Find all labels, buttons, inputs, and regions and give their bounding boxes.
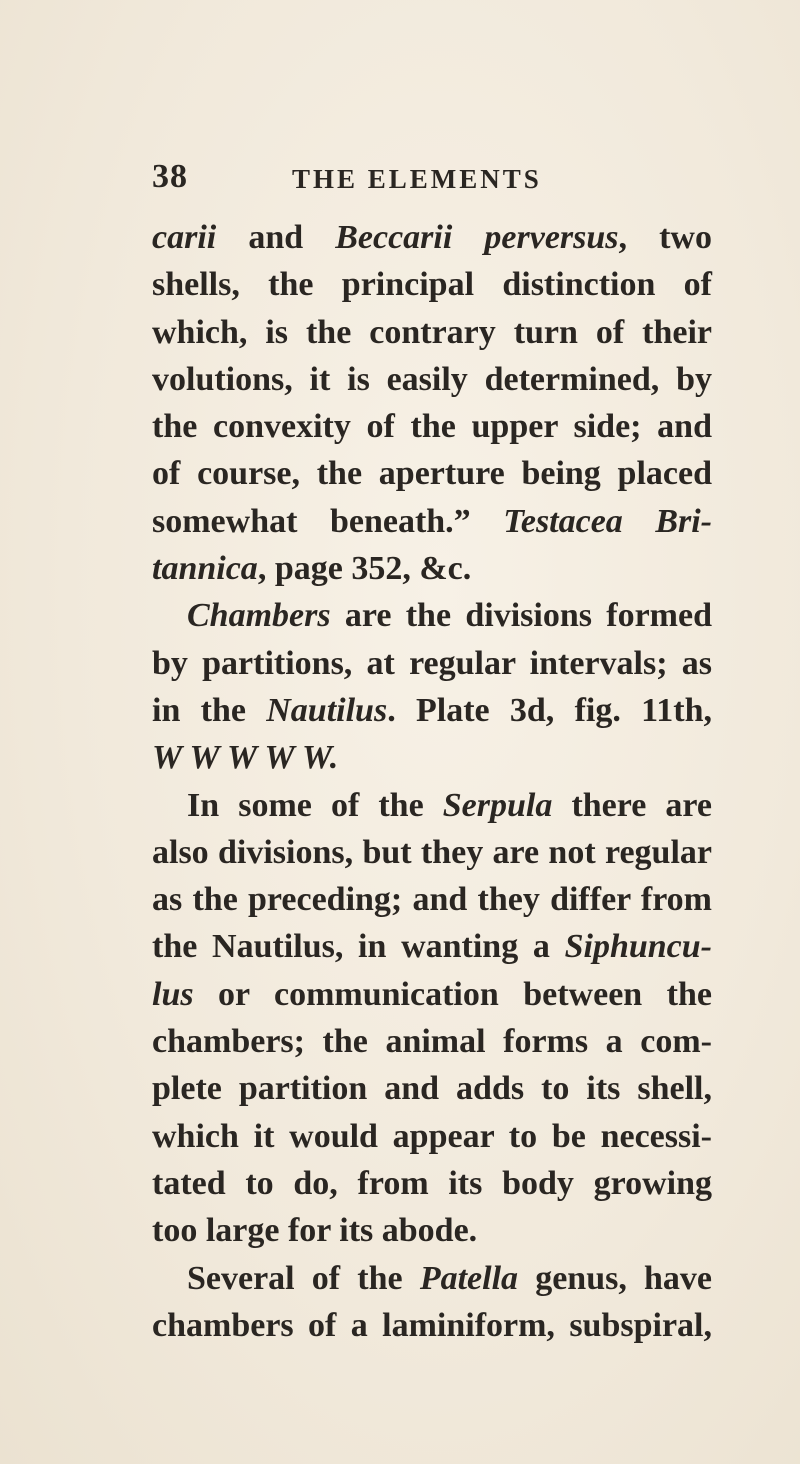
text-segment: In some of the: [187, 786, 443, 824]
text-line: [152, 687, 712, 734]
text-segment: the Nautilus, in wanting a: [152, 928, 565, 966]
italic-text: lus: [152, 975, 194, 1013]
running-title: THE ELEMENTS: [292, 164, 542, 194]
text-segment: shells, the principal distinction of: [152, 266, 712, 304]
text-segment: or communication between the: [193, 975, 712, 1013]
text-line: [152, 782, 712, 829]
text-segment: the convexity of the upper side; and: [152, 408, 712, 446]
text-line: [152, 876, 712, 923]
text-line: [152, 450, 712, 497]
text-segment: as the preceding; and they differ from: [152, 881, 712, 919]
text-segment: tated to do, from its body growing: [152, 1164, 712, 1202]
text-line: [152, 923, 712, 970]
text-segment: . Plate 3d, fig. 11th,: [387, 691, 712, 729]
text-line: [152, 1207, 712, 1254]
text-segment: chambers; the animal forms a com-: [152, 1023, 712, 1061]
text-line: [152, 592, 712, 639]
text-line: [152, 1113, 712, 1160]
italic-text: carii: [152, 219, 217, 256]
italic-text: Beccarii perversus: [335, 219, 619, 256]
page-number: 38: [152, 158, 188, 195]
text-line: [152, 1065, 712, 1112]
text-line: [152, 971, 712, 1018]
text-line: [152, 214, 712, 261]
text-segment: , two: [618, 219, 712, 256]
text-segment: , page 352, &c.: [257, 550, 472, 588]
italic-text: Nautilus: [266, 691, 388, 729]
text-segment: by partitions, at regular intervals; as: [152, 644, 712, 682]
text-segment: chambers of a laminiform, subspiral,: [152, 1306, 712, 1344]
body-text: [152, 214, 712, 1349]
text-segment: somewhat beneath.”: [152, 502, 504, 540]
text-segment: there are: [552, 786, 712, 824]
text-line: [152, 545, 712, 592]
text-line: [152, 1018, 712, 1065]
text-line: [152, 356, 712, 403]
text-line: [152, 640, 712, 687]
text-line: [152, 734, 712, 781]
italic-text: Siphuncu-: [564, 928, 712, 966]
text-segment: genus, have: [518, 1259, 713, 1297]
text-line: [152, 261, 712, 308]
text-segment: plete partition and adds to its shell,: [152, 1070, 712, 1108]
text-segment: also divisions, but they are not regular: [152, 833, 712, 871]
text-segment: of course, the aperture being placed: [152, 455, 712, 493]
text-line: [152, 1255, 712, 1302]
text-line: [152, 1160, 712, 1207]
text-segment: which, is the contrary turn of their: [152, 313, 712, 351]
italic-text: tannica: [152, 550, 258, 588]
text-line: [152, 1302, 712, 1349]
text-line: [152, 309, 712, 356]
page-header: [152, 158, 712, 198]
italic-text: W W W W W.: [152, 739, 339, 777]
italic-text: Chambers: [187, 597, 331, 635]
text-segment: volutions, it is easily determined, by: [152, 360, 712, 398]
italic-text: Testacea Bri-: [503, 502, 712, 540]
text-line: [152, 498, 712, 545]
text-segment: Several of the: [187, 1259, 420, 1297]
italic-text: Patella: [419, 1259, 519, 1297]
italic-text: Serpula: [442, 786, 553, 824]
text-line: [152, 403, 712, 450]
text-line: [152, 829, 712, 876]
text-segment: too large for its abode.: [152, 1212, 478, 1250]
text-segment: which it would appear to be necessi-: [152, 1117, 712, 1155]
text-segment: in the: [152, 691, 267, 729]
text-segment: and: [216, 219, 336, 256]
text-segment: are the divisions formed: [330, 597, 712, 635]
